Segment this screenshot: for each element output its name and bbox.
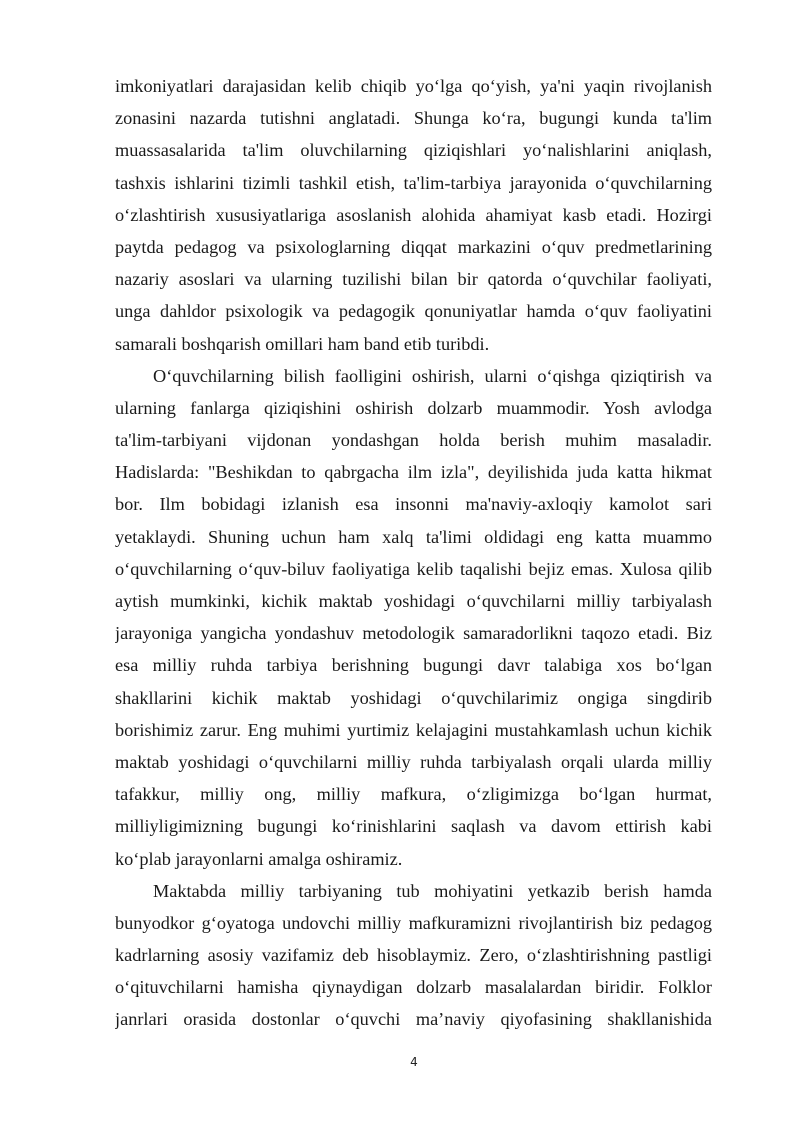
text-line: o‘qituvchilarni hamisha qiynaydigan dolzarb masalalardan biridir. Folklor bbox=[115, 977, 712, 998]
text-line: muassasalarida ta'lim oluvchilarning qiziqishlari yo‘nalishlarini aniqlash, bbox=[115, 140, 712, 161]
text-line: jarayoniga yangicha yondashuv metodologik samaradorlikni taqozo etadi. Biz bbox=[115, 623, 712, 644]
body-text bbox=[115, 70, 712, 1036]
text-line: ko‘plab jarayonlarni amalga oshiramiz. bbox=[115, 848, 403, 869]
paragraph bbox=[115, 360, 712, 875]
text-line: Maktabda milliy tarbiyaning tub mohiyatini yetkazib berish hamda bbox=[153, 880, 712, 901]
text-line: ta'lim-tarbiyani vijdonan yondashgan holda berish muhim masaladir. bbox=[115, 430, 712, 451]
text-line: zonasini nazarda tutishni anglatadi. Shunga ko‘ra, bugungi kunda ta'lim bbox=[115, 108, 712, 129]
paragraph bbox=[115, 875, 712, 1036]
text-line: janrlari orasida dostonlar o‘quvchi ma’naviy qiyofasining shakllanishida bbox=[115, 1009, 712, 1030]
paragraph bbox=[115, 70, 712, 360]
page-number: 4 bbox=[410, 1055, 418, 1069]
text-line: tashxis ishlarini tizimli tashkil etish, ta'lim-tarbiya jarayonida o‘quvchilarning bbox=[115, 172, 712, 193]
text-line: milliyligimizning bugungi ko‘rinishlarini saqlash va davom ettirish kabi bbox=[115, 816, 712, 837]
text-line: unga dahldor psixologik va pedagogik qonuniyatlar hamda o‘quv faoliyatini bbox=[115, 301, 712, 322]
text-line: nazariy asoslari va ularning tuzilishi bilan bir qatorda o‘quvchilar faoliyati, bbox=[115, 269, 712, 290]
text-line: tafakkur, milliy ong, milliy mafkura, o‘zligimizga bo‘lgan hurmat, bbox=[115, 784, 712, 805]
text-line: o‘quvchilarning o‘quv-biluv faoliyatiga kelib taqalishi bejiz emas. Xulosa qilib bbox=[115, 558, 712, 579]
text-line: ularning fanlarga qiziqishini oshirish dolzarb muammodir. Yosh avlodga bbox=[115, 397, 712, 418]
text-line: bor. Ilm bobidagi izlanish esa insonni ma'naviy-axloqiy kamolot sari bbox=[115, 494, 712, 515]
text-line: paytda pedagog va psixologlarning diqqat markazini o‘quv predmetlarining bbox=[115, 236, 712, 257]
text-line: bunyodkor g‘oyatoga undovchi milliy mafkuramizni rivojlantirish biz pedagog bbox=[115, 912, 712, 933]
text-line: imkoniyatlari darajasidan kelib chiqib yo‘lga qo‘yish, ya'ni yaqin rivojlanish bbox=[115, 76, 712, 96]
text-line: O‘quvchilarning bilish faolligini oshirish, ularni o‘qishga qiziqtirish va bbox=[153, 365, 712, 386]
text-line: samarali boshqarish omillari ham band etib turibdi. bbox=[115, 333, 490, 354]
text-line: kadrlarning asosiy vazifamiz deb hisoblaymiz. Zero, o‘zlashtirishning pastligi bbox=[115, 945, 712, 966]
text-line: aytish mumkinki, kichik maktab yoshidagi o‘quvchilarni milliy tarbiyalash bbox=[115, 591, 712, 611]
text-line: borishimiz zarur. Eng muhimi yurtimiz kelajagini mustahkamlash uchun kichik bbox=[115, 719, 712, 740]
text-line: o‘zlashtirish xususiyatlariga asoslanish alohida ahamiyat kasb etadi. Hozirgi bbox=[115, 204, 712, 225]
text-line: shakllarini kichik maktab yoshidagi o‘quvchilarimiz ongiga singdirib bbox=[115, 687, 712, 708]
text-line: maktab yoshidagi o‘quvchilarni milliy ruhda tarbiyalash orqali ularda milliy bbox=[115, 751, 712, 772]
text-line: Hadislarda: "Beshikdan to qabrgacha ilm izla", deyilishida juda katta hikmat bbox=[115, 462, 712, 483]
text-line: yetaklaydi. Shuning uchun ham xalq ta'limi oldidagi eng katta muammo bbox=[115, 526, 712, 547]
text-line: esa milliy ruhda tarbiya berishning bugungi davr talabiga xos bo‘lgan bbox=[115, 655, 712, 676]
